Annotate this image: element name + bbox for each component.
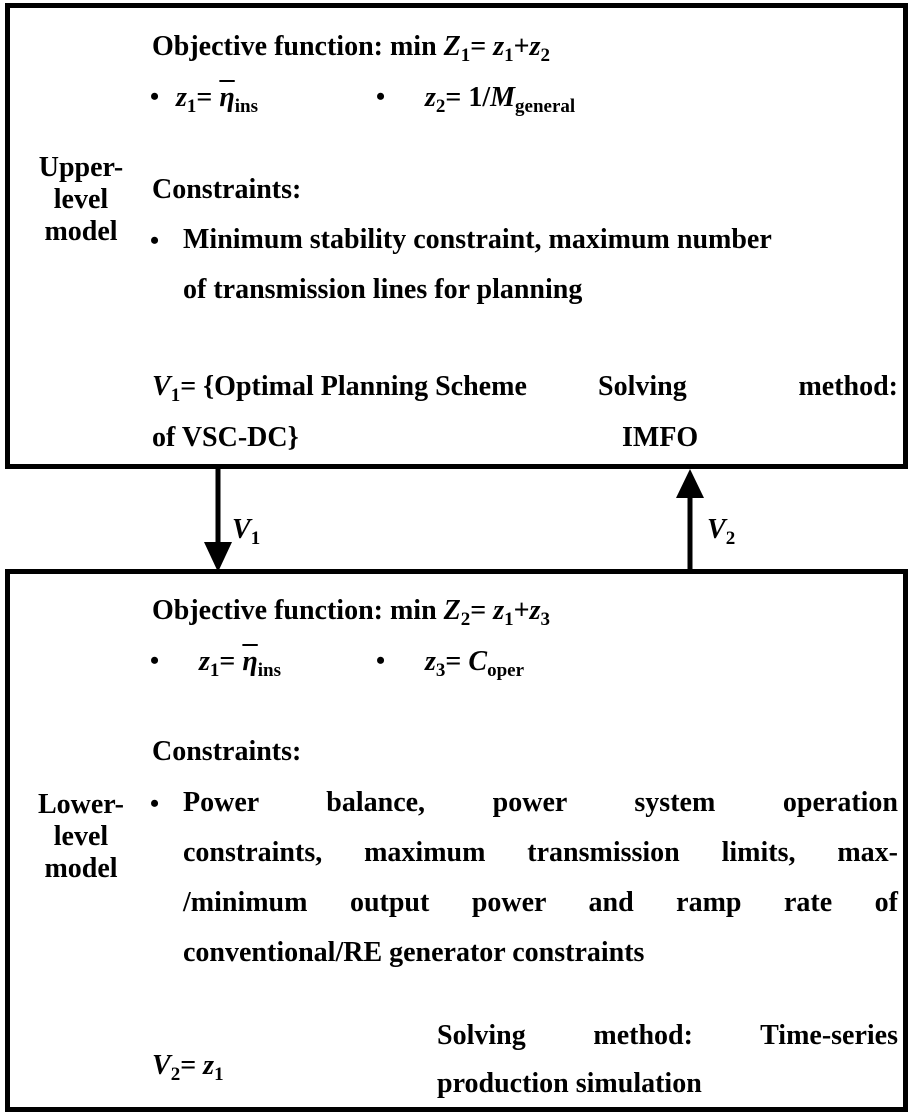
lower-label-line-3: model: [44, 853, 118, 884]
lower-constraint-line-4: conventional/RE generator constraints: [183, 937, 645, 968]
lower-objective-plus: +: [513, 595, 530, 626]
upper-label-line-2: level: [53, 184, 109, 215]
lower-objective-prefix: Objective function: min: [152, 595, 444, 626]
upper-v1-line-2: of VSC-DC}: [152, 422, 299, 453]
upper-constraints-title: Constraints:: [152, 174, 302, 205]
upper-constraint-line-1: Minimum stability constraint, maximum number: [183, 224, 772, 255]
up-arrow-v2: [676, 469, 704, 569]
lower-objective-z1: z: [493, 595, 505, 626]
lower-constraints-title: Constraints:: [152, 736, 302, 767]
lower-b2-C: C: [468, 646, 488, 677]
lower-objective-function: [152, 595, 550, 630]
lower-v2-z: z: [203, 1050, 215, 1081]
upper-label-line-1: Upper-: [38, 152, 124, 183]
lower-level-label: [16, 789, 146, 885]
arrow-label-v1: [232, 514, 261, 549]
arrow-v1-var: V: [232, 514, 251, 545]
arrow-v2-var: V: [707, 514, 726, 545]
lower-bullet-2-text: [425, 646, 524, 681]
lower-v2-definition: [152, 1050, 224, 1085]
upper-b1-eq: =: [196, 82, 220, 113]
upper-b2-sub: 2: [435, 96, 446, 117]
lower-constraint-line-1: Power balance, power system operation: [183, 787, 898, 818]
upper-constraint-line-2: of transmission lines for planning: [183, 274, 583, 305]
lower-objective-z3-sub: 3: [540, 609, 550, 630]
upper-objective-plus: +: [513, 31, 530, 62]
lower-b1-eta: $\overline{\eta}$: [242, 646, 258, 677]
upper-b1-var: z: [176, 82, 187, 113]
lower-objective-z3: z: [529, 595, 541, 626]
upper-objective-eq: =: [470, 31, 494, 62]
upper-b2-eq: = 1/: [445, 82, 491, 113]
upper-bullet-2-icon: •: [376, 82, 386, 111]
upper-v1-var: V: [152, 371, 171, 402]
lower-b1-sub: 1: [209, 660, 220, 681]
lower-objective-Z-sub: 2: [460, 609, 471, 630]
lower-v2-eq: =: [180, 1050, 204, 1081]
upper-b1-sub: 1: [186, 96, 197, 117]
lower-bullet-2-icon: •: [376, 646, 386, 675]
lower-bullet-1-text: [199, 646, 281, 681]
lower-b1-eta-sub: ins: [257, 660, 281, 681]
lower-constraint-bullet-icon: •: [150, 789, 160, 818]
arrow-label-v2: [707, 514, 736, 549]
upper-solving-method: Solving method:: [598, 371, 898, 402]
upper-v1-sub: 1: [170, 385, 181, 406]
upper-b1-eta-sub: ins: [234, 96, 258, 117]
upper-objective-Z-sub: 1: [460, 45, 471, 66]
lower-b1-eq: =: [219, 646, 243, 677]
arrow-v1-sub: 1: [250, 528, 261, 549]
lower-objective-z1-sub: 1: [504, 609, 514, 630]
upper-objective-z2: z: [529, 31, 541, 62]
lower-label-line-2: level: [53, 821, 109, 852]
upper-b1-eta: $\overline{\eta}$: [219, 82, 235, 113]
down-arrow-v1: [204, 469, 232, 572]
lower-b2-sub: 3: [435, 660, 446, 681]
upper-b2-M: M: [490, 82, 516, 113]
lower-solving-method-name: production simulation: [437, 1068, 702, 1099]
lower-v2-sub: 2: [170, 1064, 181, 1085]
lower-label-line-1: Lower-: [37, 789, 125, 820]
lower-bullet-1-icon: •: [150, 646, 160, 675]
lower-b1-var: z: [199, 646, 210, 677]
upper-objective-Z: Z: [443, 31, 461, 62]
upper-label-line-3: model: [44, 216, 118, 247]
upper-objective-z1-sub: 1: [504, 45, 514, 66]
lower-objective-Z: Z: [443, 595, 461, 626]
upper-constraint-bullet-icon: •: [150, 226, 160, 255]
arrow-v2-sub: 2: [725, 528, 736, 549]
upper-v1-text-1: = {Optimal Planning Scheme: [180, 371, 527, 402]
upper-objective-prefix: Objective function: min: [152, 31, 444, 62]
lower-solving-method: Solving method: Time-series: [437, 1020, 898, 1051]
lower-v2-var: V: [152, 1050, 171, 1081]
lower-objective-eq: =: [470, 595, 494, 626]
lower-b2-C-sub: oper: [487, 660, 524, 681]
upper-solving-method-name: IMFO: [622, 422, 699, 453]
lower-b2-var: z: [425, 646, 436, 677]
upper-objective-z1: z: [493, 31, 505, 62]
upper-b2-M-sub: general: [515, 96, 576, 117]
lower-constraint-line-3: /minimum output power and ramp rate of: [183, 887, 898, 918]
lower-b2-eq: =: [445, 646, 469, 677]
lower-v2-z-sub: 1: [214, 1064, 224, 1085]
upper-objective-z2-sub: 2: [540, 45, 550, 66]
upper-b2-var: z: [425, 82, 436, 113]
lower-constraint-line-2: constraints, maximum transmission limits, max-: [183, 837, 898, 868]
upper-bullet-1-icon: •: [150, 82, 160, 111]
